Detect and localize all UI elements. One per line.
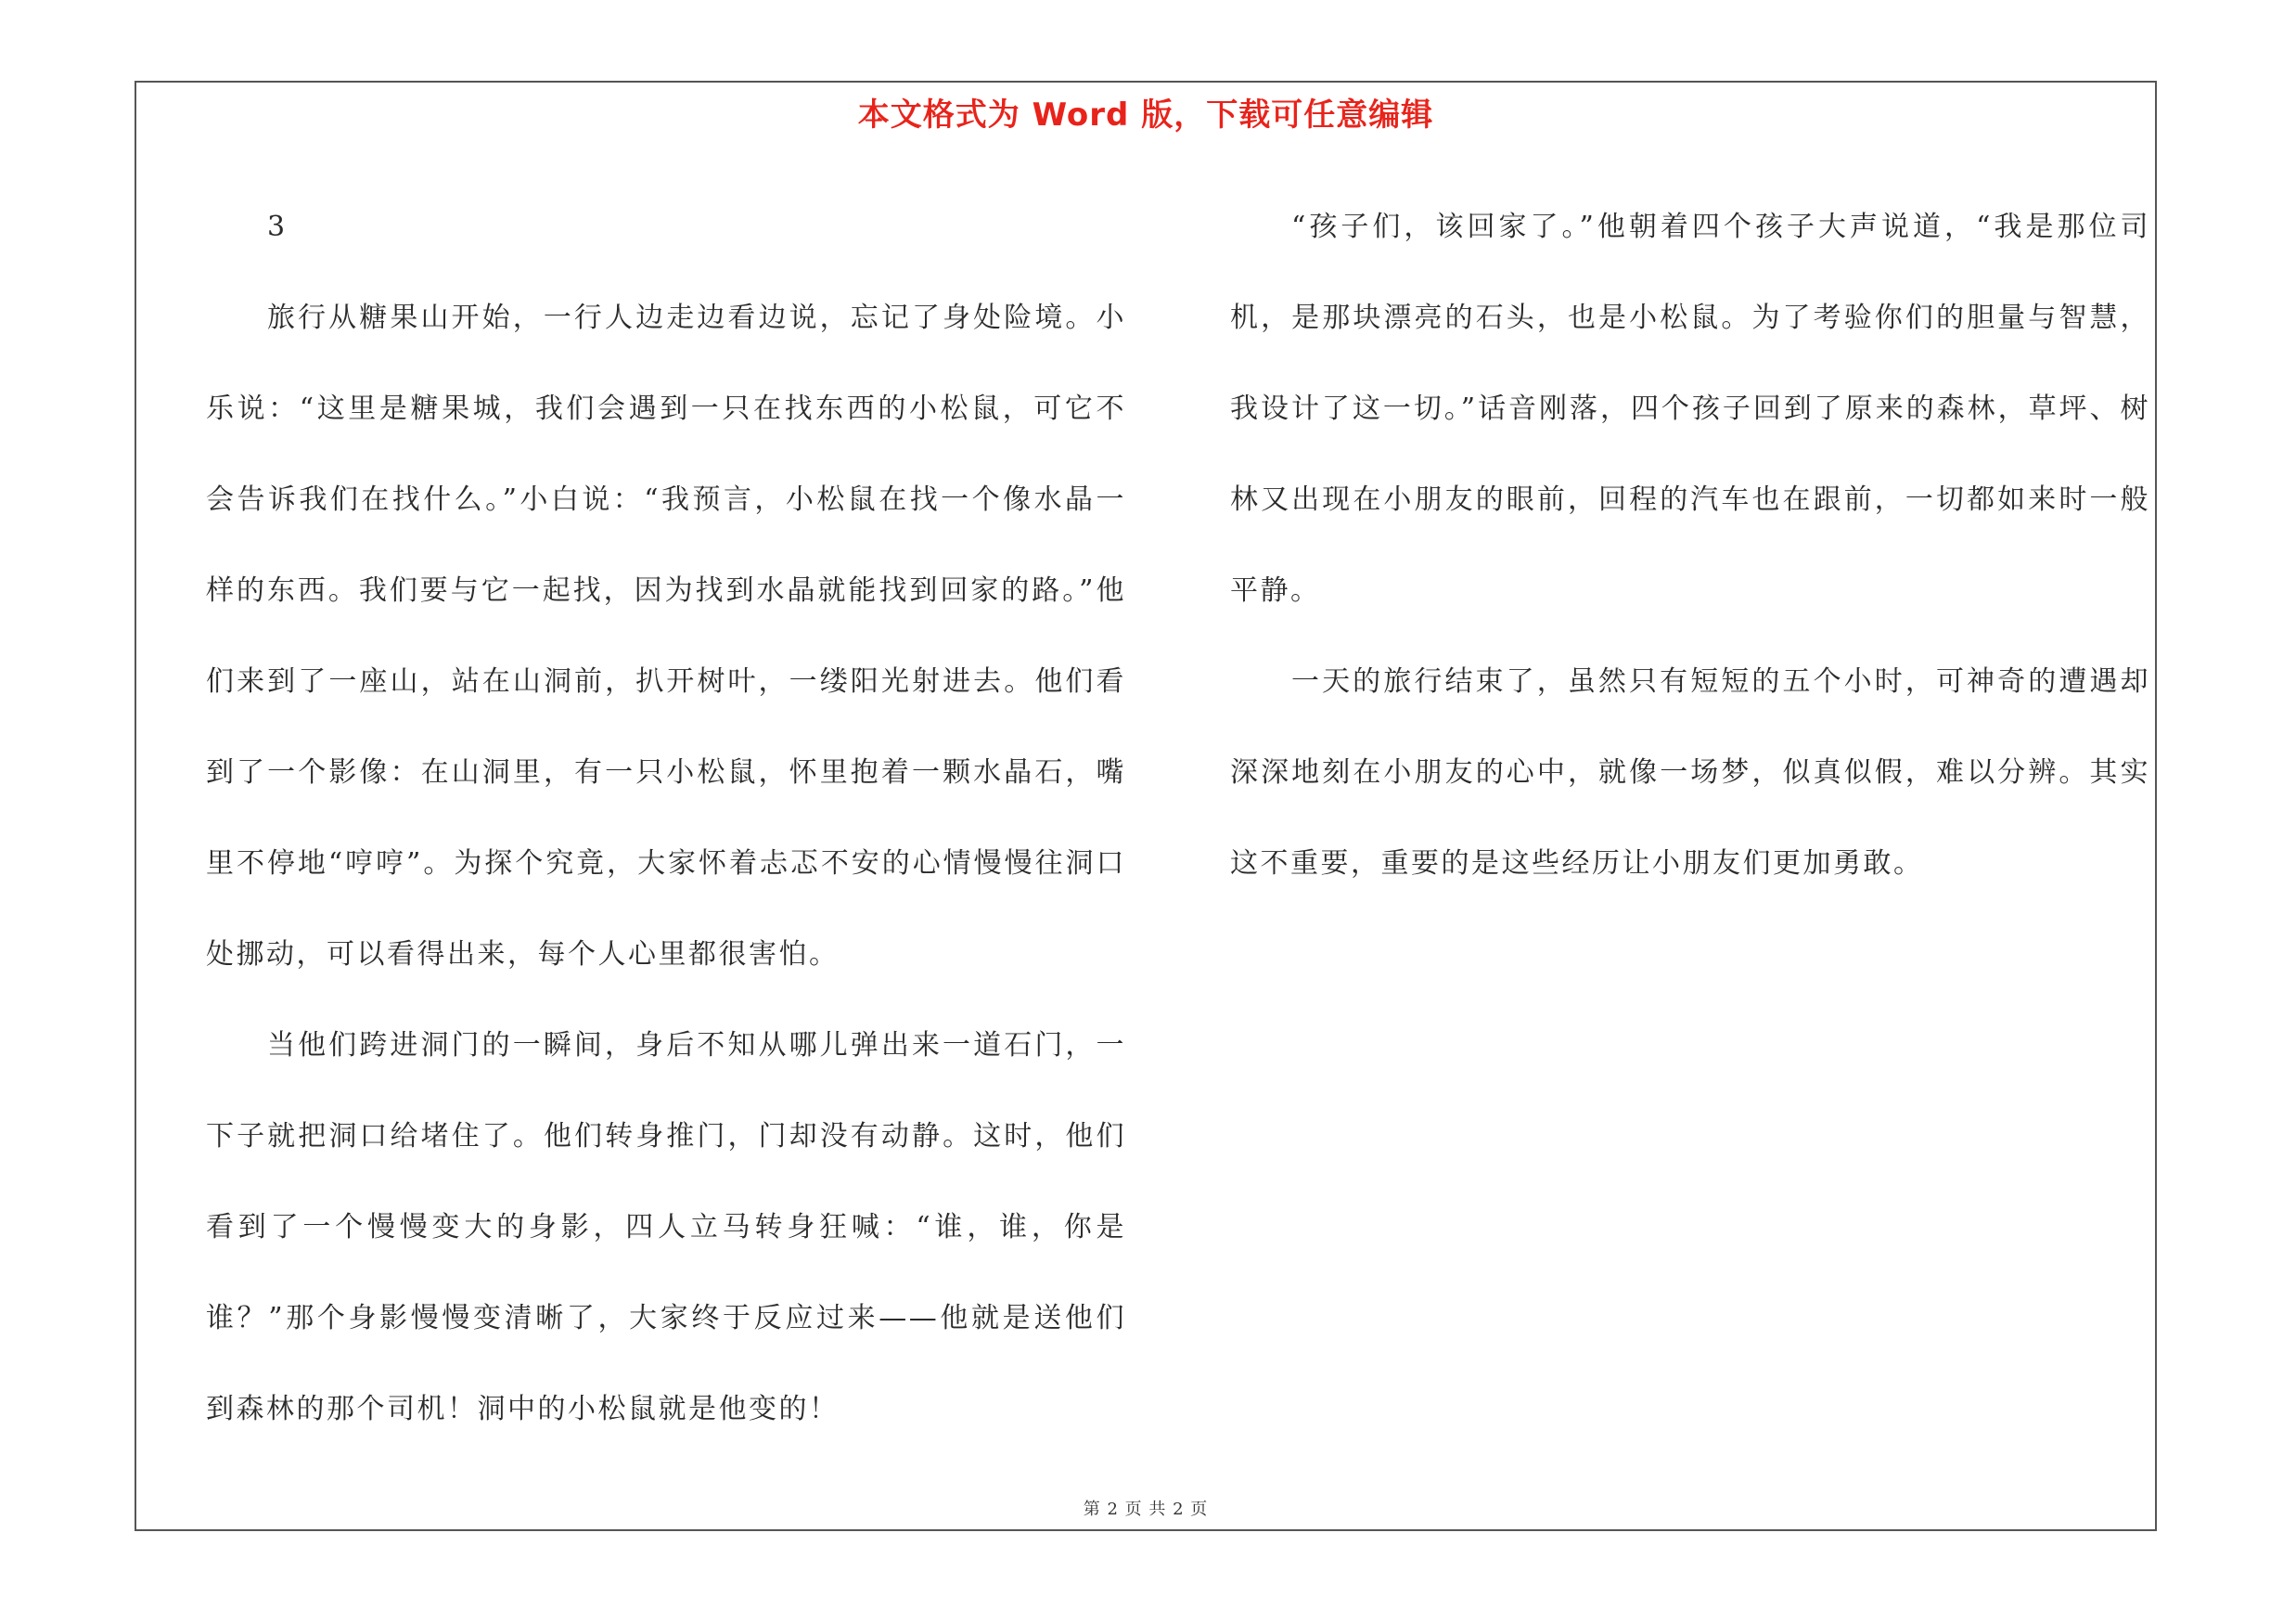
body-paragraph: 当他们跨进洞门的一瞬间，身后不知从哪儿弹出来一道石门，一下子就把洞口给堵住了。他们转身推门，门却没有动静。这时，他们看到了一个慢慢变大的身影，四人立马转身狂喊：“谁，谁，你是谁？”那个身影慢慢变清晰了，大家终于反应过来——他就是送他们到森林的那个司机！洞中的小松鼠就是他变的！ [206, 1029, 1126, 1425]
right-text-column [1230, 182, 2150, 909]
body-paragraph: “孩子们，该回家了。”他朝着四个孩子大声说道，“我是那位司机，是那块漂亮的石头，也是小松鼠。为了考验你们的胆量与智慧，我设计了这一切。”话音刚落，四个孩子回到了原来的森林，草坪、树林又出现在小朋友的眼前，回程的汽车也在跟前，一切都如来时一般平静。 [1230, 211, 2150, 607]
word-format-banner: 本文格式为 Word 版，下载可任意编辑 [857, 97, 1434, 134]
page-number-footer: 第 2 页 共 2 页 [1083, 1500, 1209, 1519]
left-text-column [206, 182, 1126, 1455]
body-paragraph: 旅行从糖果山开始，一行人边走边看边说，忘记了身处险境。小乐说：“这里是糖果城，我们会遇到一只在找东西的小松鼠，可它不会告诉我们在找什么。”小白说：“我预言，小松鼠在找一个像水晶一样的东西。我们要与它一起找，因为找到水晶就能找到回家的路。”他们来到了一座山，站在山洞前，扒开树叶，一缕阳光射进去。他们看到了一个影像：在山洞里，有一只小松鼠，怀里抱着一颗水晶石，嘴里不停地“哼哼”。为探个究竟，大家怀着忐忑不安的心情慢慢往洞口处挪动，可以看得出来，每个人心里都很害怕。 [206, 302, 1126, 971]
section-number: 3 [267, 211, 288, 243]
body-paragraph: 一天的旅行结束了，虽然只有短短的五个小时，可神奇的遭遇却深深地刻在小朋友的心中，就像一场梦，似真似假，难以分辨。其实这不重要，重要的是这些经历让小朋友们更加勇敢。 [1230, 665, 2150, 880]
